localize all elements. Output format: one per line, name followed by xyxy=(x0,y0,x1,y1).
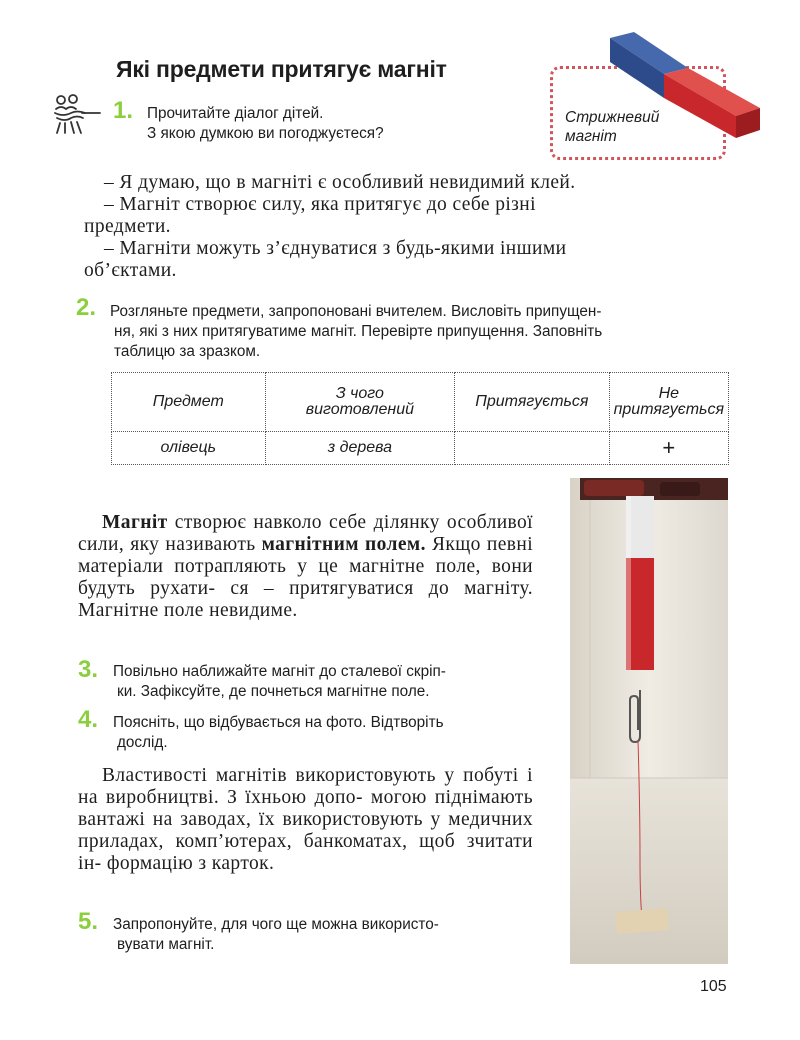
task-1-text: Прочитайте діалог дітей. З якою думкою ви погоджуєтеся? xyxy=(147,105,384,142)
dialog-line-1: – Я думаю, що в магніті є особливий невидимий клей. xyxy=(104,172,576,193)
task-3-number: 3. xyxy=(78,656,99,683)
task-2-number: 2. xyxy=(76,294,97,321)
dialog-line-5: об’єктами. xyxy=(84,260,177,281)
task-5-text: Запропонуйте, для чого ще можна використо- вувати магніт. xyxy=(113,916,439,953)
task-4-text: Поясніть, що відбувається на фото. Відтворіть дослід. xyxy=(113,714,444,751)
dialog-line-3: предмети. xyxy=(84,216,171,237)
cell-not-attracted: + xyxy=(609,432,728,465)
page-number: 105 xyxy=(700,978,727,995)
cell-attracted xyxy=(455,432,609,465)
cell-item: олівець xyxy=(112,432,266,465)
table-header-row xyxy=(112,373,729,432)
dialog-block xyxy=(84,172,714,282)
materials-table xyxy=(111,372,729,465)
task-1-number: 1. xyxy=(113,97,134,124)
task-2-text: Розгляньте предмети, запропоновані вчителем. Висловіть припущен- ня, які з них притягуватиме магніт. Перевірте припущення. Заповніть таблицю за зразком. xyxy=(110,303,603,360)
term-magnetic-field: магнітним полем. xyxy=(261,534,426,555)
children-dialog-icon xyxy=(52,92,108,138)
callout-label: Стрижневий магніт xyxy=(565,109,660,145)
magnet-paperclip-photo xyxy=(570,478,728,964)
header-item: Предмет xyxy=(112,373,266,432)
task-3-text: Повільно наближайте магніт до сталевої скріп- ки. Зафіксуйте, де почнеться магнітне поле. xyxy=(113,663,446,700)
dialog-line-4: – Магніти можуть з’єднуватися з будь-якими іншими xyxy=(104,238,567,259)
magnetic-field-paragraph: Магніт створює навколо себе ділянку особливої сили, яку називають магнітним полем. Якщо певні матеріали потрапляють у це магнітне поле, вони будуть рухати- ся – притягуватися до магніту. Магнітне поле невидиме. xyxy=(78,512,534,621)
page-title: Які предмети притягує магніт xyxy=(116,56,447,82)
cell-material: з дерева xyxy=(265,432,455,465)
header-not-attracted: Не притягується xyxy=(609,373,728,432)
magnet-uses-paragraph: Властивості магнітів використовують у побуті і на виробництві. З їхньою допо- могою піднімають вантажі на заводах, їх використовують у медичних приладах, комп’ютерах, банкоматах, щоб зчитати ін- формацію з карток. xyxy=(78,765,533,874)
task-5-number: 5. xyxy=(78,908,99,935)
dialog-line-2: – Магніт створює силу, яка притягує до себе різні xyxy=(104,194,536,215)
header-material: З чого виготовлений xyxy=(265,373,455,432)
header-attracted: Притягується xyxy=(455,373,609,432)
task-4-number: 4. xyxy=(78,706,99,733)
term-magnet: Магніт xyxy=(102,512,168,533)
table-row xyxy=(112,432,729,465)
